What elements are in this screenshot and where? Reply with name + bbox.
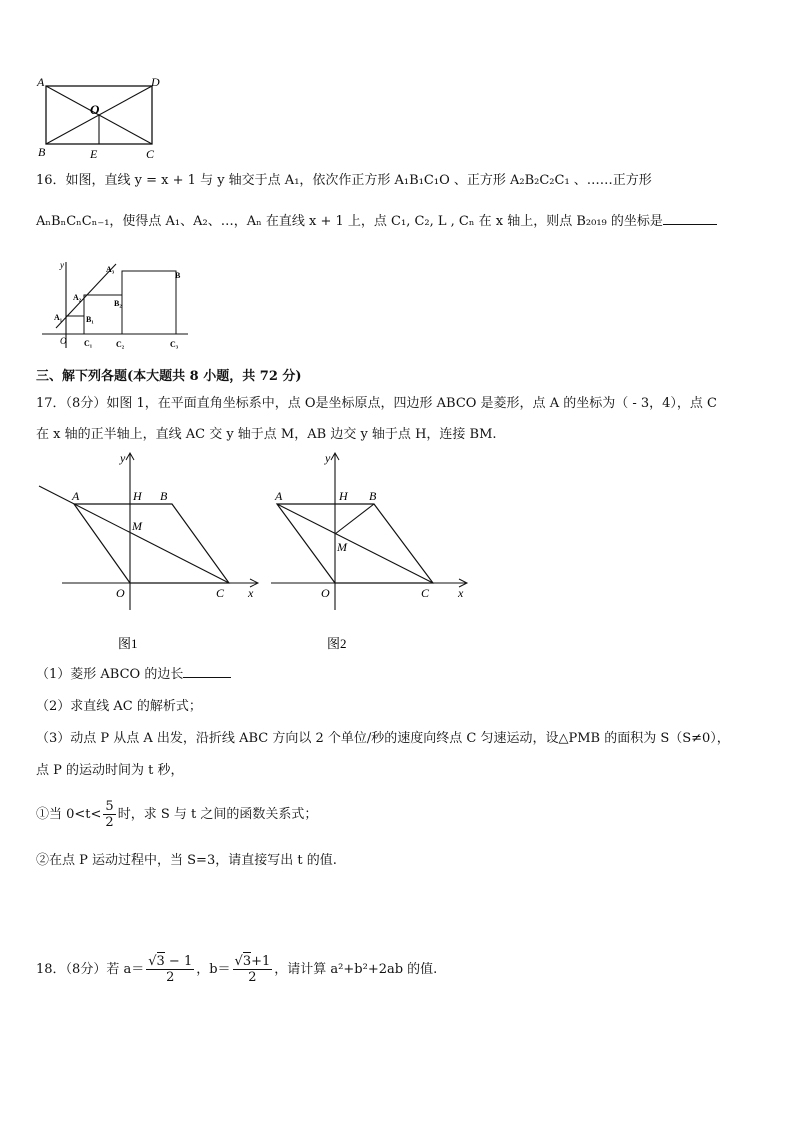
fig2-label-x: x bbox=[458, 586, 464, 600]
label-B1: B₁ bbox=[86, 315, 94, 324]
label-C: C bbox=[146, 147, 155, 161]
q18-pre: 18．（8分）若 a＝ bbox=[36, 962, 145, 977]
q17-part3-line1: （3）动点 P 从点 A 出发，沿折线 ABC 方向以 2 个单位/秒的速度向终点 C 匀速运动，设△PMB 的面积为 S（S≠0）， bbox=[36, 731, 730, 746]
figure-1 bbox=[36, 450, 268, 660]
q17-part3-line2: 点 P 的运动时间为 t 秒， bbox=[36, 763, 184, 778]
figure-2 bbox=[265, 450, 477, 660]
fig1-label-A: A bbox=[72, 489, 80, 503]
fig1-label-x: x bbox=[248, 586, 254, 600]
fig1-label-M: M bbox=[132, 519, 142, 533]
fraction-b bbox=[233, 954, 273, 985]
label-O: O bbox=[60, 336, 67, 346]
label-A3: A₃ bbox=[106, 265, 115, 274]
q17-part1-text: （1）菱形 ABCO 的边长 bbox=[36, 667, 184, 682]
q18-post: ，请计算 a²+b²+2ab 的值. bbox=[274, 962, 438, 977]
label-y: y bbox=[60, 260, 64, 270]
fraction-b-denominator: 2 bbox=[248, 970, 257, 985]
fraction-five-halves bbox=[103, 799, 115, 830]
q17-part1-blank bbox=[183, 677, 231, 678]
fraction-a-denominator: 2 bbox=[166, 970, 175, 985]
q16-line2-text: AₙBₙCₙCₙ₋₁，使得点 A₁、A₂、…，Aₙ 在直线 x + 1 上，点 C₁, C₂, L , Cₙ 在 x 轴上，则点 B₂₀₁₉ 的坐标是 bbox=[36, 214, 663, 229]
fig2-label-A: A bbox=[275, 489, 283, 503]
label-A2: A₂ bbox=[73, 293, 82, 302]
label-E: E bbox=[90, 147, 98, 161]
q16-line1: 16．如图，直线 y = x + 1 与 y 轴交于点 A₁，依次作正方形 A₁B₁C₁O 、正方形 A₂B₂C₂C₁ 、……正方形 bbox=[36, 173, 652, 188]
q17-sub1 bbox=[36, 795, 317, 835]
fraction-a bbox=[146, 954, 194, 985]
q17-line2: 在 x 轴的正半轴上，直线 AC 交 y 轴于点 M，AB 边交 y 轴于点 H，连接 BM. bbox=[36, 427, 497, 442]
fig1-caption: 图1 bbox=[118, 636, 138, 651]
label-D: D bbox=[151, 75, 160, 89]
label-O: O bbox=[90, 102, 100, 117]
fig2-label-O: O bbox=[321, 586, 330, 600]
label-C2: C₂ bbox=[116, 340, 125, 349]
label-C3: C₃ bbox=[170, 340, 179, 349]
fig2-label-y: y bbox=[325, 451, 331, 465]
q17-part2: （2）求直线 AC 的解析式； bbox=[36, 699, 202, 714]
q18-line bbox=[36, 950, 437, 990]
section-heading: 三、解下列各题(本大题共 8 小题，共 72 分) bbox=[36, 369, 302, 384]
fig1-label-y: y bbox=[120, 451, 126, 465]
fraction-b-tail: +1 bbox=[251, 954, 271, 969]
fraction-b-numerator: √3+1 bbox=[234, 954, 271, 969]
q16-answer-blank bbox=[663, 224, 717, 225]
q17-part1 bbox=[36, 666, 231, 684]
fraction-numerator: 5 bbox=[105, 799, 114, 814]
label-A: A bbox=[37, 75, 45, 89]
fig2-label-M: M bbox=[337, 540, 347, 554]
label-C1: C₁ bbox=[84, 339, 93, 348]
fraction-a-tail: − 1 bbox=[164, 954, 193, 969]
fraction-a-radicand: 3 bbox=[156, 954, 165, 969]
q17-sub1-pre: ①当 0<t< bbox=[36, 807, 102, 822]
fig1-label-B: B bbox=[160, 489, 168, 503]
fig2-label-H: H bbox=[339, 489, 348, 503]
fraction-b-radicand: 3 bbox=[242, 954, 252, 969]
label-A1: A₁ bbox=[54, 313, 63, 322]
label-B2: B₂ bbox=[114, 299, 122, 308]
rectangle-figure bbox=[34, 74, 169, 164]
fig2-label-C: C bbox=[421, 586, 430, 600]
fig2-label-B: B bbox=[369, 489, 377, 503]
fraction-a-numerator: √3 − 1 bbox=[148, 954, 193, 969]
fig2-caption: 图2 bbox=[327, 636, 347, 651]
fig1-label-C: C bbox=[216, 586, 225, 600]
squares-figure bbox=[38, 258, 198, 356]
q16-line2 bbox=[36, 213, 717, 231]
fraction-denominator: 2 bbox=[105, 815, 114, 830]
label-B: B bbox=[175, 271, 181, 280]
fig1-label-O: O bbox=[116, 586, 125, 600]
q17-line1: 17．（8分）如图 1，在平面直角坐标系中，点 O是坐标原点，四边形 ABCO 是菱形，点 A 的坐标为（ - 3，4），点 C bbox=[36, 396, 717, 411]
q17-sub2: ②在点 P 运动过程中，当 S=3，请直接写出 t 的值. bbox=[36, 853, 337, 868]
label-B: B bbox=[38, 145, 46, 159]
q18-mid: ，b＝ bbox=[196, 962, 231, 977]
q17-sub1-post: 时，求 S 与 t 之间的函数关系式； bbox=[117, 807, 318, 822]
fig1-label-H: H bbox=[133, 489, 142, 503]
